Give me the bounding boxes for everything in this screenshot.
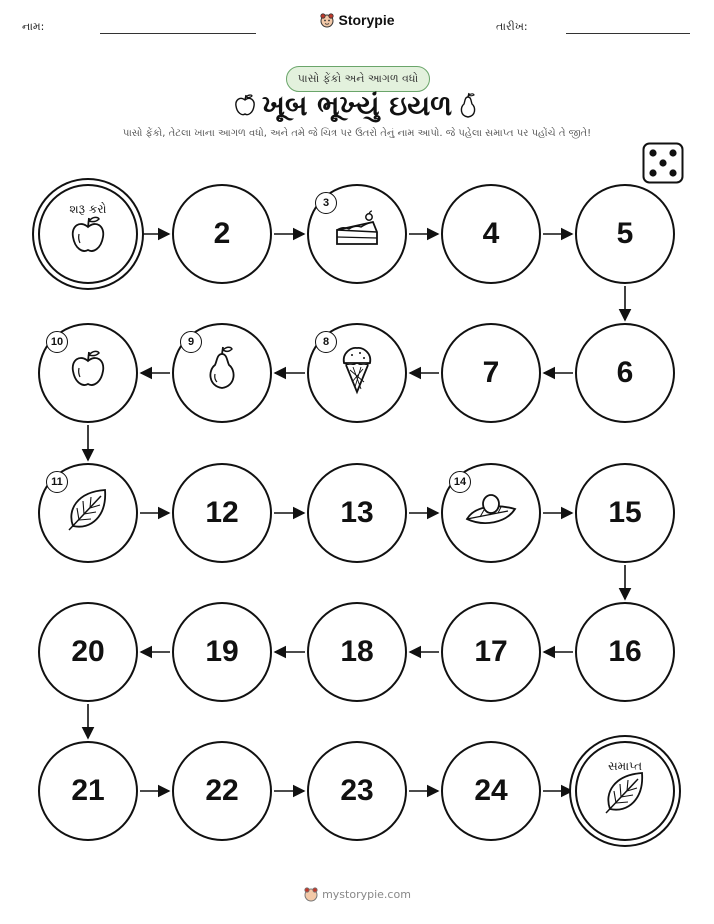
board-space-21 bbox=[38, 741, 138, 841]
space-number: 19 bbox=[205, 635, 239, 668]
finish-space bbox=[575, 741, 675, 841]
board-space-23 bbox=[307, 741, 407, 841]
space-number: 18 bbox=[340, 635, 374, 668]
space-number-badge: 8 bbox=[315, 331, 337, 353]
space-number: 2 bbox=[213, 217, 231, 250]
start-label: શરૂ કરો bbox=[69, 202, 107, 216]
space-number: 7 bbox=[482, 356, 500, 389]
space-number: 17 bbox=[474, 635, 508, 668]
finish-label: સમાપ્ત bbox=[607, 759, 643, 773]
board-space-7 bbox=[441, 323, 541, 423]
board-space-3 bbox=[307, 184, 407, 284]
name-label: નામ: bbox=[22, 20, 45, 33]
board-space-14 bbox=[441, 463, 541, 563]
brand-name: Storypie bbox=[338, 12, 395, 28]
board-space-6 bbox=[575, 323, 675, 423]
board-space-9 bbox=[172, 323, 272, 423]
space-number: 5 bbox=[616, 217, 634, 250]
board-space-5 bbox=[575, 184, 675, 284]
space-number: 21 bbox=[71, 774, 105, 807]
instructions: પાસો ફેંકો, તેટલા ખાના આગળ વધો, અને તમે જે ચિત્ર પર ઉતરો તેનું નામ આપો. જે પહેલા સમાપ્ત પર પહોંચે તે જીતે! bbox=[122, 128, 592, 139]
board-space-24 bbox=[441, 741, 541, 841]
board-space-22 bbox=[172, 741, 272, 841]
apple-icon bbox=[68, 213, 108, 265]
page-title: ખૂબ ભૂખ્યું ઇયળ bbox=[261, 89, 453, 122]
board-space-12 bbox=[172, 463, 272, 563]
space-number-badge: 14 bbox=[449, 471, 471, 493]
pear-icon bbox=[204, 344, 240, 402]
space-number: 22 bbox=[205, 774, 239, 807]
space-number: 24 bbox=[474, 774, 508, 807]
cake-icon bbox=[333, 210, 381, 258]
board-space-2 bbox=[172, 184, 272, 284]
date-label: તારીખ: bbox=[496, 20, 528, 33]
board-space-4 bbox=[441, 184, 541, 284]
board-space-8 bbox=[307, 323, 407, 423]
leaf-icon bbox=[602, 769, 648, 823]
board-space-16 bbox=[575, 602, 675, 702]
space-number: 20 bbox=[71, 635, 105, 668]
space-number: 15 bbox=[608, 496, 642, 529]
board-space-19 bbox=[172, 602, 272, 702]
space-number: 6 bbox=[616, 356, 634, 389]
space-number: 13 bbox=[340, 496, 374, 529]
start-space bbox=[38, 184, 138, 284]
board-space-15 bbox=[575, 463, 675, 563]
space-number: 12 bbox=[205, 496, 239, 529]
space-number: 16 bbox=[608, 635, 642, 668]
board-space-18 bbox=[307, 602, 407, 702]
egg-on-leaf-icon bbox=[464, 489, 518, 537]
leaf-icon bbox=[65, 486, 111, 540]
board-space-13 bbox=[307, 463, 407, 563]
space-number: 23 bbox=[340, 774, 374, 807]
subtitle-pill: પાસો ફેંકો અને આગળ વધો bbox=[286, 66, 430, 92]
board-space-17 bbox=[441, 602, 541, 702]
board-space-11 bbox=[38, 463, 138, 563]
board-space-20 bbox=[38, 602, 138, 702]
board-space-10 bbox=[38, 323, 138, 423]
apple-icon bbox=[68, 347, 108, 399]
space-number-badge: 9 bbox=[180, 331, 202, 353]
ice-cream-icon bbox=[339, 343, 375, 403]
footer bbox=[0, 886, 714, 905]
space-number-badge: 3 bbox=[315, 192, 337, 214]
space-number-badge: 10 bbox=[46, 331, 68, 353]
footer-url: mystorypie.com bbox=[322, 888, 411, 901]
storypie-mascot-icon bbox=[303, 886, 319, 905]
space-number: 4 bbox=[482, 217, 500, 250]
space-number-badge: 11 bbox=[46, 471, 68, 493]
